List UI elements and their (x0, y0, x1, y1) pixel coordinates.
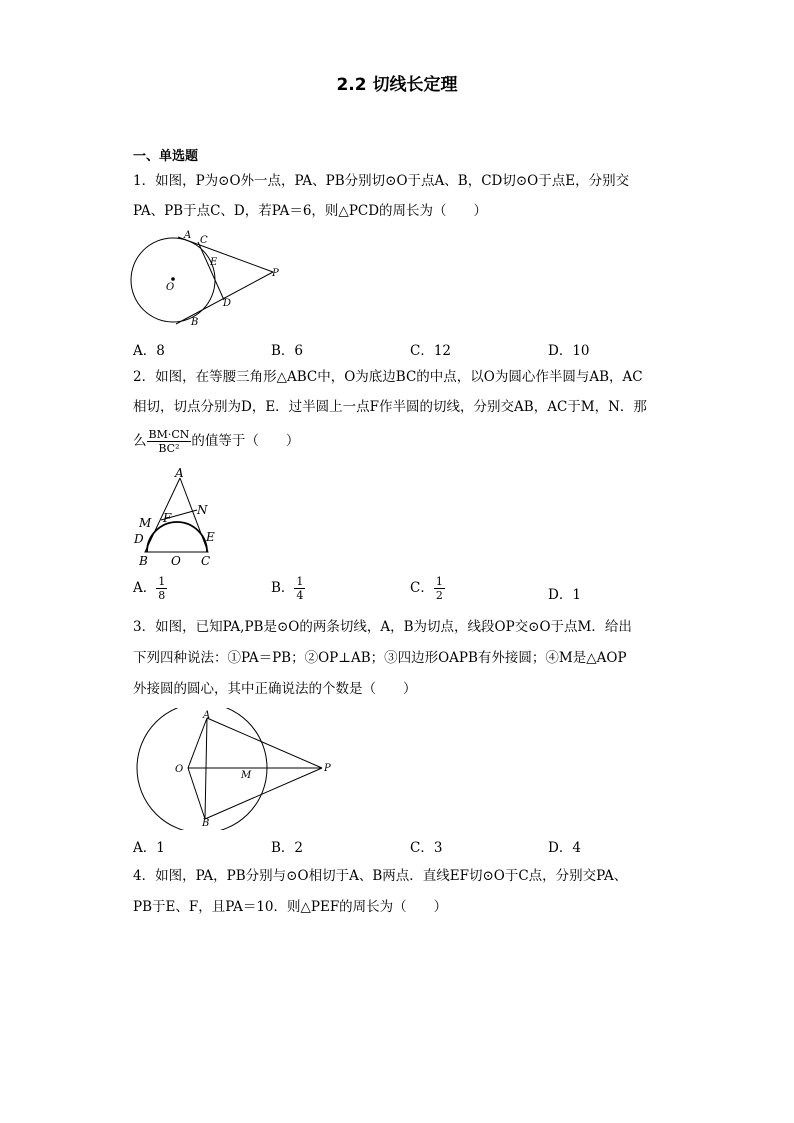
q2-option-b-numerator: 1 (296, 575, 304, 588)
question-3-line-1: 3．如图，已知PA,PB是⊙O的两条切线，A，B为切点，线段OP交⊙O于点M．给出 (133, 619, 632, 635)
q1-option-a[interactable]: A．8 (133, 343, 165, 359)
q3-option-c[interactable]: C．3 (410, 840, 443, 856)
question-2-line-3 (133, 428, 299, 455)
q2-option-b[interactable] (271, 575, 305, 602)
q2-option-c-fraction (434, 575, 445, 602)
q1-label-c: C (200, 235, 208, 246)
section-heading: 一、单选题 (133, 149, 199, 164)
q2-option-a[interactable] (133, 575, 167, 602)
q2-ratio-fraction (147, 428, 192, 455)
q3-label-a: A (203, 710, 211, 721)
q2-option-c-prefix: C． (410, 580, 434, 596)
q2-option-c-numerator: 1 (435, 575, 443, 588)
q2-ratio-denominator: BC² (158, 442, 180, 455)
question-2-line-2: 相切，切点分别为D，E．过半圆上一点F作半圆的切线，分别交AB，AC于M，N．那 (133, 399, 647, 415)
q3-tangent-pa (207, 718, 322, 768)
question-3-line-3: 外接圆的圆心，其中正确说法的个数是（ ） (133, 681, 417, 697)
q1-option-d[interactable]: D．10 (548, 343, 590, 359)
q3-label-p: P (324, 763, 331, 774)
q2-option-a-fraction (156, 575, 167, 602)
q2-line3-prefix: 么 (133, 433, 147, 449)
q1-label-e: E (210, 257, 218, 268)
q3-label-m: M (241, 770, 252, 781)
q2-option-b-prefix: B． (271, 580, 295, 596)
q2-label-d: D (134, 532, 144, 546)
q1-option-b[interactable]: B．6 (271, 343, 304, 359)
q2-option-c-denominator: 2 (435, 589, 443, 602)
q1-label-b: B (191, 317, 199, 328)
q2-label-f: F (163, 511, 172, 525)
question-1-line-2: PA、PB于点C、D，若PA＝6，则△PCD的周长为（ ） (133, 203, 488, 219)
q2-option-d-prefix: D． (548, 587, 573, 603)
page-title: 2.2 切线长定理 (336, 75, 458, 95)
q2-label-e: E (206, 530, 215, 544)
question-2-line-1: 2．如图，在等腰三角形△ABC中，O为底边BC的中点，以O为圆心作半圆与AB，AC (133, 369, 643, 385)
q2-line3-suffix: 的值等于（ ） (191, 433, 300, 449)
q1-option-c[interactable]: C．12 (410, 343, 452, 359)
q1-tangent-cd (198, 242, 224, 300)
q1-tangent-pa (178, 237, 273, 272)
q2-label-c: C (201, 554, 211, 568)
q2-label-n: N (197, 503, 208, 517)
question-4-line-2: PB于E、F，且PA＝10．则△PEF的周长为（ ） (133, 899, 448, 915)
q1-center-dot (171, 277, 175, 281)
q1-label-o: O (166, 282, 175, 293)
q2-ratio-numerator: BM·CN (148, 428, 190, 441)
q2-option-b-denominator: 4 (296, 589, 304, 602)
q2-option-b-fraction (294, 575, 305, 602)
q2-option-d[interactable] (548, 583, 581, 603)
q2-option-c[interactable] (410, 575, 445, 602)
q1-label-d: D (223, 298, 232, 309)
question-3-line-2: 下列四种说法：①PA＝PB；②OP⊥AB；③四边形OAPB有外接圆；④M是△AOP (133, 650, 627, 666)
q2-label-a: A (175, 466, 184, 480)
q3-circle (137, 708, 267, 830)
question-4-line-1: 4．如图，PA，PB分别与⊙O相切于A、B两点．直线EF切⊙O于C点，分别交PA、 (133, 868, 628, 884)
q3-option-d[interactable]: D．4 (548, 840, 581, 856)
q3-radius-ob (188, 768, 205, 819)
q1-label-a: A (184, 230, 192, 241)
q2-option-a-numerator: 1 (158, 575, 166, 588)
question-1-figure (128, 228, 288, 332)
question-3-figure (130, 708, 340, 830)
q3-radius-oa (188, 718, 207, 768)
q2-label-m: M (139, 516, 152, 530)
q3-label-o: O (175, 764, 184, 775)
q2-label-o: O (171, 554, 181, 568)
q2-label-b: B (139, 554, 148, 568)
q2-option-d-text: 1 (572, 587, 581, 603)
q2-option-a-prefix: A． (133, 580, 157, 596)
q3-option-a[interactable]: A．1 (133, 840, 165, 856)
q1-label-p: P (272, 268, 279, 279)
question-2-figure (133, 466, 223, 570)
q2-option-a-denominator: 8 (158, 589, 166, 602)
question-1-line-1: 1．如图，P为⊙O外一点，PA、PB分别切⊙O于点A、B，CD切⊙O于点E，分别交 (133, 173, 630, 189)
q3-option-b[interactable]: B．2 (271, 840, 304, 856)
q3-label-b: B (202, 818, 210, 829)
q3-tangent-pb (205, 768, 322, 819)
